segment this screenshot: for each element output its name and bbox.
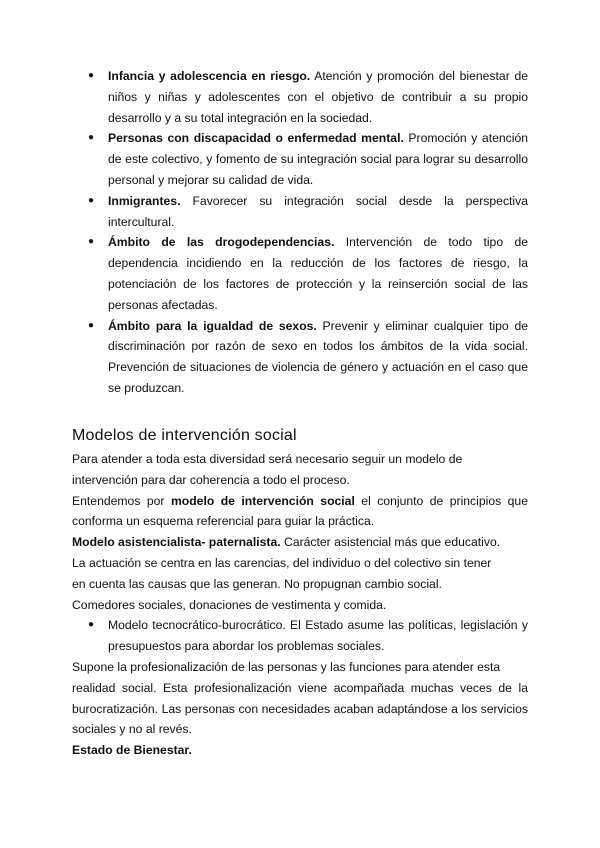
section-title: Modelos de intervención social — [72, 427, 297, 444]
bullet-lead: Personas con discapacidad o enfermedad mental. — [108, 131, 404, 146]
bullet-item-igualdad — [72, 316, 528, 399]
paragraph-line: La actuación se centra en las carencias, del individuo o del colectivo sin tener — [72, 555, 492, 570]
bullet-text: Favorecer su integración social desde la perspectiva intercultural. — [108, 193, 528, 229]
bullet-icon: ● — [88, 319, 95, 331]
bullet-text: Intervención de todo tipo de dependencia incidiendo en la reducción de los factores de riesgo, la potenciación de los factores de protección y la reinserción social de las personas afectadas. — [108, 235, 528, 312]
bullet-icon: ● — [88, 70, 95, 81]
paragraph-text: Entendemos por — [72, 493, 171, 508]
bullet-item-tecnocratico — [72, 615, 528, 657]
term-asistencialista: Modelo asistencialista- paternalista. — [72, 535, 281, 550]
bullet-item-inmigrantes — [72, 191, 528, 233]
bullet-item-drogodependencias — [72, 232, 528, 315]
paragraph-text: Carácter asistencial más que educativo. — [280, 535, 501, 550]
bullet-icon: ● — [88, 132, 95, 144]
paragraph-line: Para atender a toda esta diversidad será necesario seguir un modelo de — [72, 452, 463, 466]
paragraph-intro — [72, 449, 528, 491]
term-estado-bienestar: Estado de Bienestar. — [72, 743, 192, 758]
bullet-icon: ● — [88, 236, 95, 248]
term-modelo-intervencion: modelo de intervención social — [170, 493, 355, 508]
bullet-icon: ● — [88, 194, 95, 206]
paragraph-text: realidad social. Esta profesionalización viene acompañada muchas veces de la burocratización. Las personas con necesidades acaban adaptándose a los servicios sociales y no al revés. — [72, 680, 528, 737]
bullet-lead: Ámbito para la igualdad de sexos. — [108, 318, 317, 333]
paragraph-text: el conjunto de principios que conforma un esquema referencial para guiar la práctica. — [72, 493, 528, 529]
paragraph-definition — [72, 491, 528, 533]
bullet-text: Prevenir y eliminar cualquier tipo de discriminación por razón de sexo en todos los ámbitos de la vida social. Prevención de situaciones de violencia de género y actuación en el caso que se produzcan. — [108, 318, 528, 395]
paragraph-comedores: Comedores sociales, donaciones de vestimenta y comida. — [72, 597, 387, 612]
bullet-item-discapacidad — [72, 128, 528, 190]
bullet-lead: Infancia y adolescencia en riesgo. — [108, 69, 311, 83]
paragraph-actuacion — [72, 553, 528, 595]
bullet-text: Modelo tecnocrático-burocrático. El Estado asume las políticas, legislación y presupuestos para abordar los problemas sociales. — [108, 618, 528, 654]
bullet-lead: Ámbito de las drogodependencias. — [108, 235, 335, 250]
section-body — [72, 449, 528, 761]
bullet-list — [72, 66, 528, 399]
paragraph-line: intervención para dar coherencia a todo el proceso. — [72, 472, 350, 487]
paragraph-line: Supone la profesionalización de las personas y las funciones para atender esta — [72, 659, 501, 674]
paragraph-estado-bienestar — [72, 740, 528, 761]
bullet-icon: ● — [88, 619, 95, 631]
paragraph-asistencialista — [72, 532, 528, 553]
paragraph-profesionalizacion — [72, 657, 528, 740]
paragraph-line: en cuenta las causas que las generan. No propugnan cambio social. — [72, 576, 442, 591]
bullet-text: Promoción y atención de este colectivo, y fomento de su integración social para lograr su desarrollo personal y mejorar su calidad de vida. — [108, 131, 528, 187]
bullet-text: Atención y promoción del bienestar de niños y niñas y adolescentes con el objetivo de contribuir a su propio desarrollo y a su total integración en la sociedad. — [108, 69, 528, 125]
bullet-lead: Inmigrantes. — [108, 193, 181, 208]
bullet-item-infancia — [72, 66, 528, 128]
